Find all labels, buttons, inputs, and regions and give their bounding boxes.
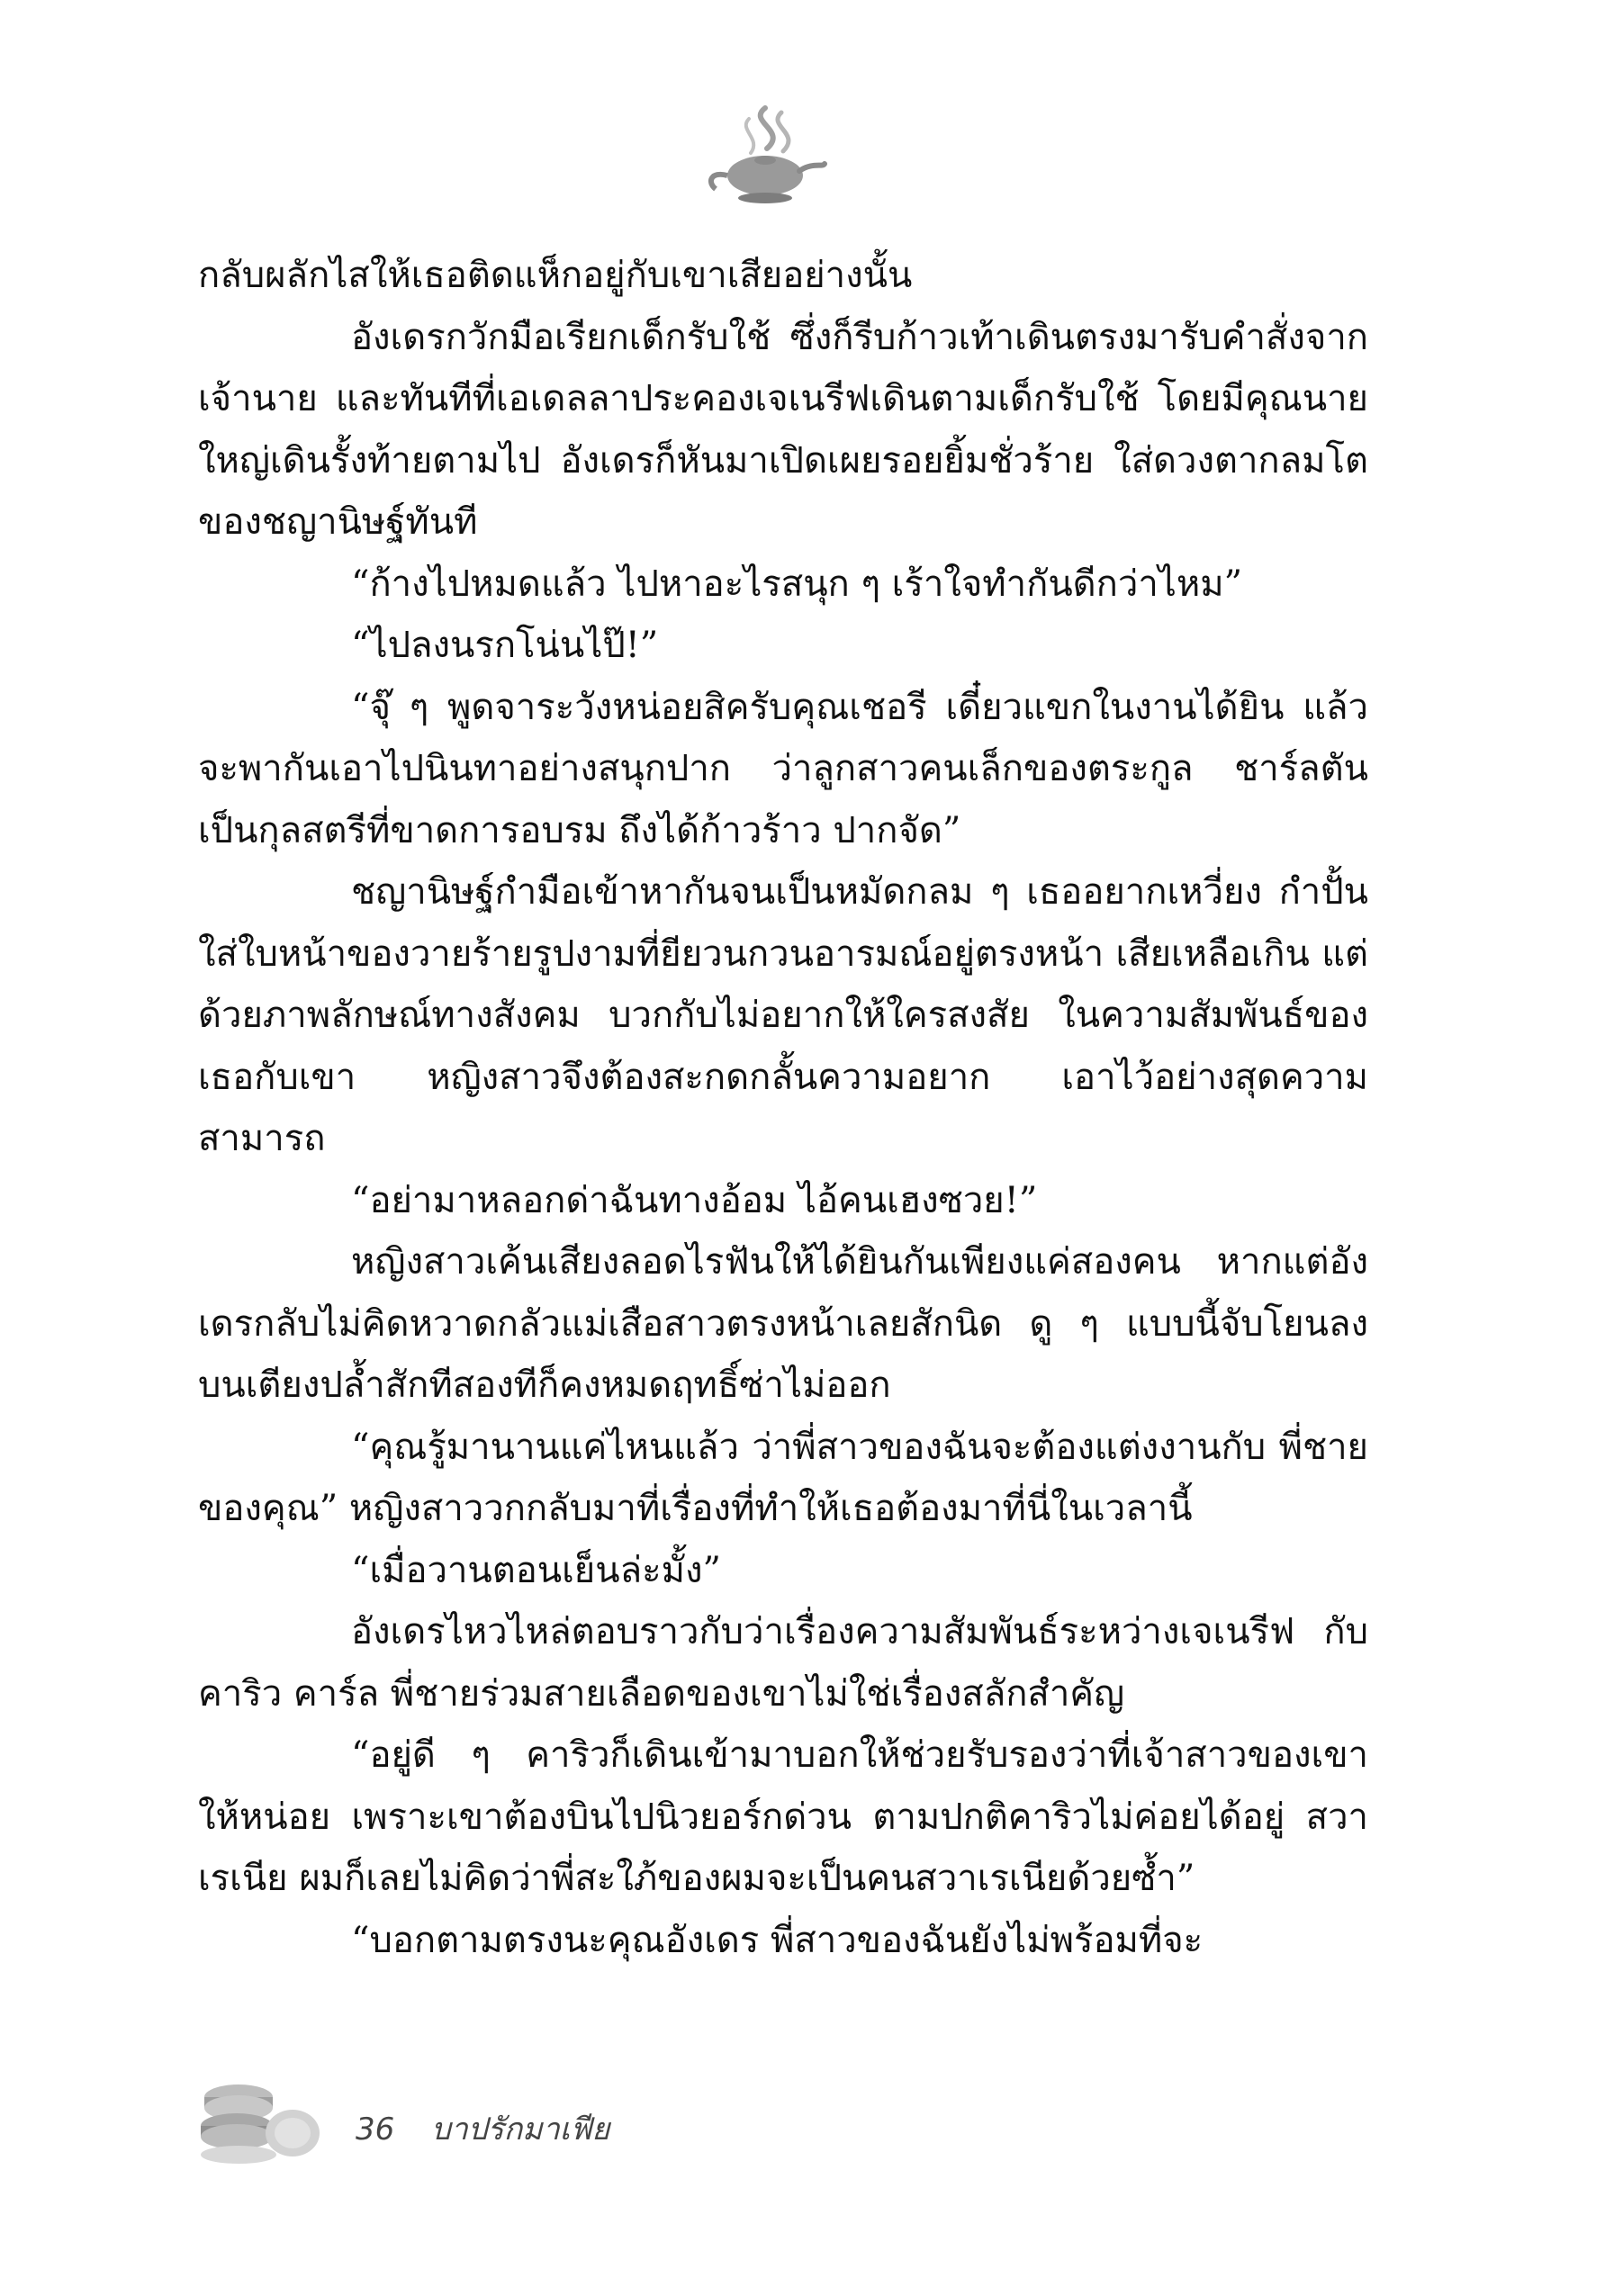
- paragraph: “อย่ามาหลอกด่าฉันทางอ้อม ไอ้คนเฮงซวย!”: [351, 1179, 1038, 1221]
- paragraph: “ไปลงนรกโน่นไป๊!”: [351, 625, 659, 666]
- paragraph: อังเดรกวักมือเรียกเด็กรับใช้ ซึ่งก็รีบก้าวเท้าเดินตรงมารับคำสั่งจากเจ้านาย และทันทีที่เอเดลลาประคองเจเนรีฟเดินตามเด็กรับใช้ โดยมีคุณนายใหญ่เดินรั้งท้ายตามไป อังเดรก็หันมาเปิดเผยรอยยิ้มชั่วร้าย ใส่ดวงตากลมโตของชญานิษฐ์ทันที: [198, 316, 1368, 543]
- paragraph: อังเดรไหวไหล่ตอบราวกับว่าเรื่องความสัมพันธ์ระหว่างเจเนรีฟ กับคาริว คาร์ล พี่ชายร่วมสายเลือดของเขาไม่ใช่เรื่องสลักสำคัญ: [198, 1611, 1368, 1715]
- teapot-steam-icon: [702, 99, 828, 216]
- paragraph: “บอกตามตรงนะคุณอังเดร พี่สาวของฉันยังไม่พร้อมที่จะ: [351, 1919, 1204, 1961]
- paragraph: “ก้างไปหมดแล้ว ไปหาอะไรสนุก ๆ เร้าใจทำกันดีกว่าไหม”: [351, 563, 1243, 605]
- macaron-stack-icon: [194, 2070, 329, 2169]
- footer-image: [194, 2070, 329, 2169]
- paragraph: “คุณรู้มานานแค่ไหนแล้ว ว่าพี่สาวของฉันจะต้องแต่งงานกับ พี่ชายของคุณ” หญิงสาววกกลับมาที่เรื่องที่ทำให้เธอต้องมาที่นี่ในเวลานี้: [198, 1426, 1368, 1529]
- body-text: [198, 245, 1368, 1971]
- paragraph: “เมื่อวานตอนเย็นล่ะมั้ง”: [351, 1549, 721, 1591]
- header-ornament: [702, 99, 828, 216]
- page-footer: [356, 2104, 609, 2153]
- paragraph: “จุ๊ ๆ พูดจาระวังหน่อยสิครับคุณเชอรี เดี๋ยวแขกในงานได้ยิน แล้วจะพากันเอาไปนินทาอย่างสนุกปาก ว่าลูกสาวคนเล็กของตระกูล ชาร์ลตันเป็นกุลสตรีที่ขาดการอบรม ถึงได้ก้าวร้าว ปากจัด”: [198, 686, 1368, 851]
- paragraph: ชญานิษฐ์กำมือเข้าหากันจนเป็นหมัดกลม ๆ เธออยากเหวี่ยง กำปั้นใส่ใบหน้าของวายร้ายรูปงามที่ยียวนกวนอารมณ์อยู่ตรงหน้า เสียเหลือเกิน แต่ด้วยภาพลักษณ์ทางสังคม บวกกับไม่อยากให้ใครสงสัย ในความสัมพันธ์ของเธอกับเขา หญิงสาวจึงต้องสะกดกลั้นความอยาก เอาไว้อย่างสุดความสามารถ: [198, 871, 1368, 1159]
- paragraph: กลับผลักไสให้เธอติดแห็กอยู่กับเขาเสียอย่างนั้น: [198, 255, 913, 296]
- page-number: 36: [356, 2111, 395, 2147]
- paragraph: “อยู่ดี ๆ คาริวก็เดินเข้ามาบอกให้ช่วยรับรองว่าที่เจ้าสาวของเขา ให้หน่อย เพราะเขาต้องบินไปนิวยอร์กด่วน ตามปกติคาริวไม่ค่อยได้อยู่ สวาเรเนีย ผมก็เลยไม่คิดว่าพี่สะใภ้ของผมจะเป็นคนสวาเรเนียด้วยซ้ำ”: [198, 1734, 1368, 1899]
- book-title: บาปรักมาเฟีย: [431, 2111, 610, 2147]
- paragraph: หญิงสาวเค้นเสียงลอดไรฟันให้ได้ยินกันเพียงแค่สองคน หากแต่อังเดรกลับไม่คิดหวาดกลัวแม่เสือสาวตรงหน้าเลยสักนิด ดู ๆ แบบนี้จับโยนลงบนเตียงปล้ำสักทีสองทีก็คงหมดฤทธิ์ซ่าไม่ออก: [198, 1241, 1368, 1406]
